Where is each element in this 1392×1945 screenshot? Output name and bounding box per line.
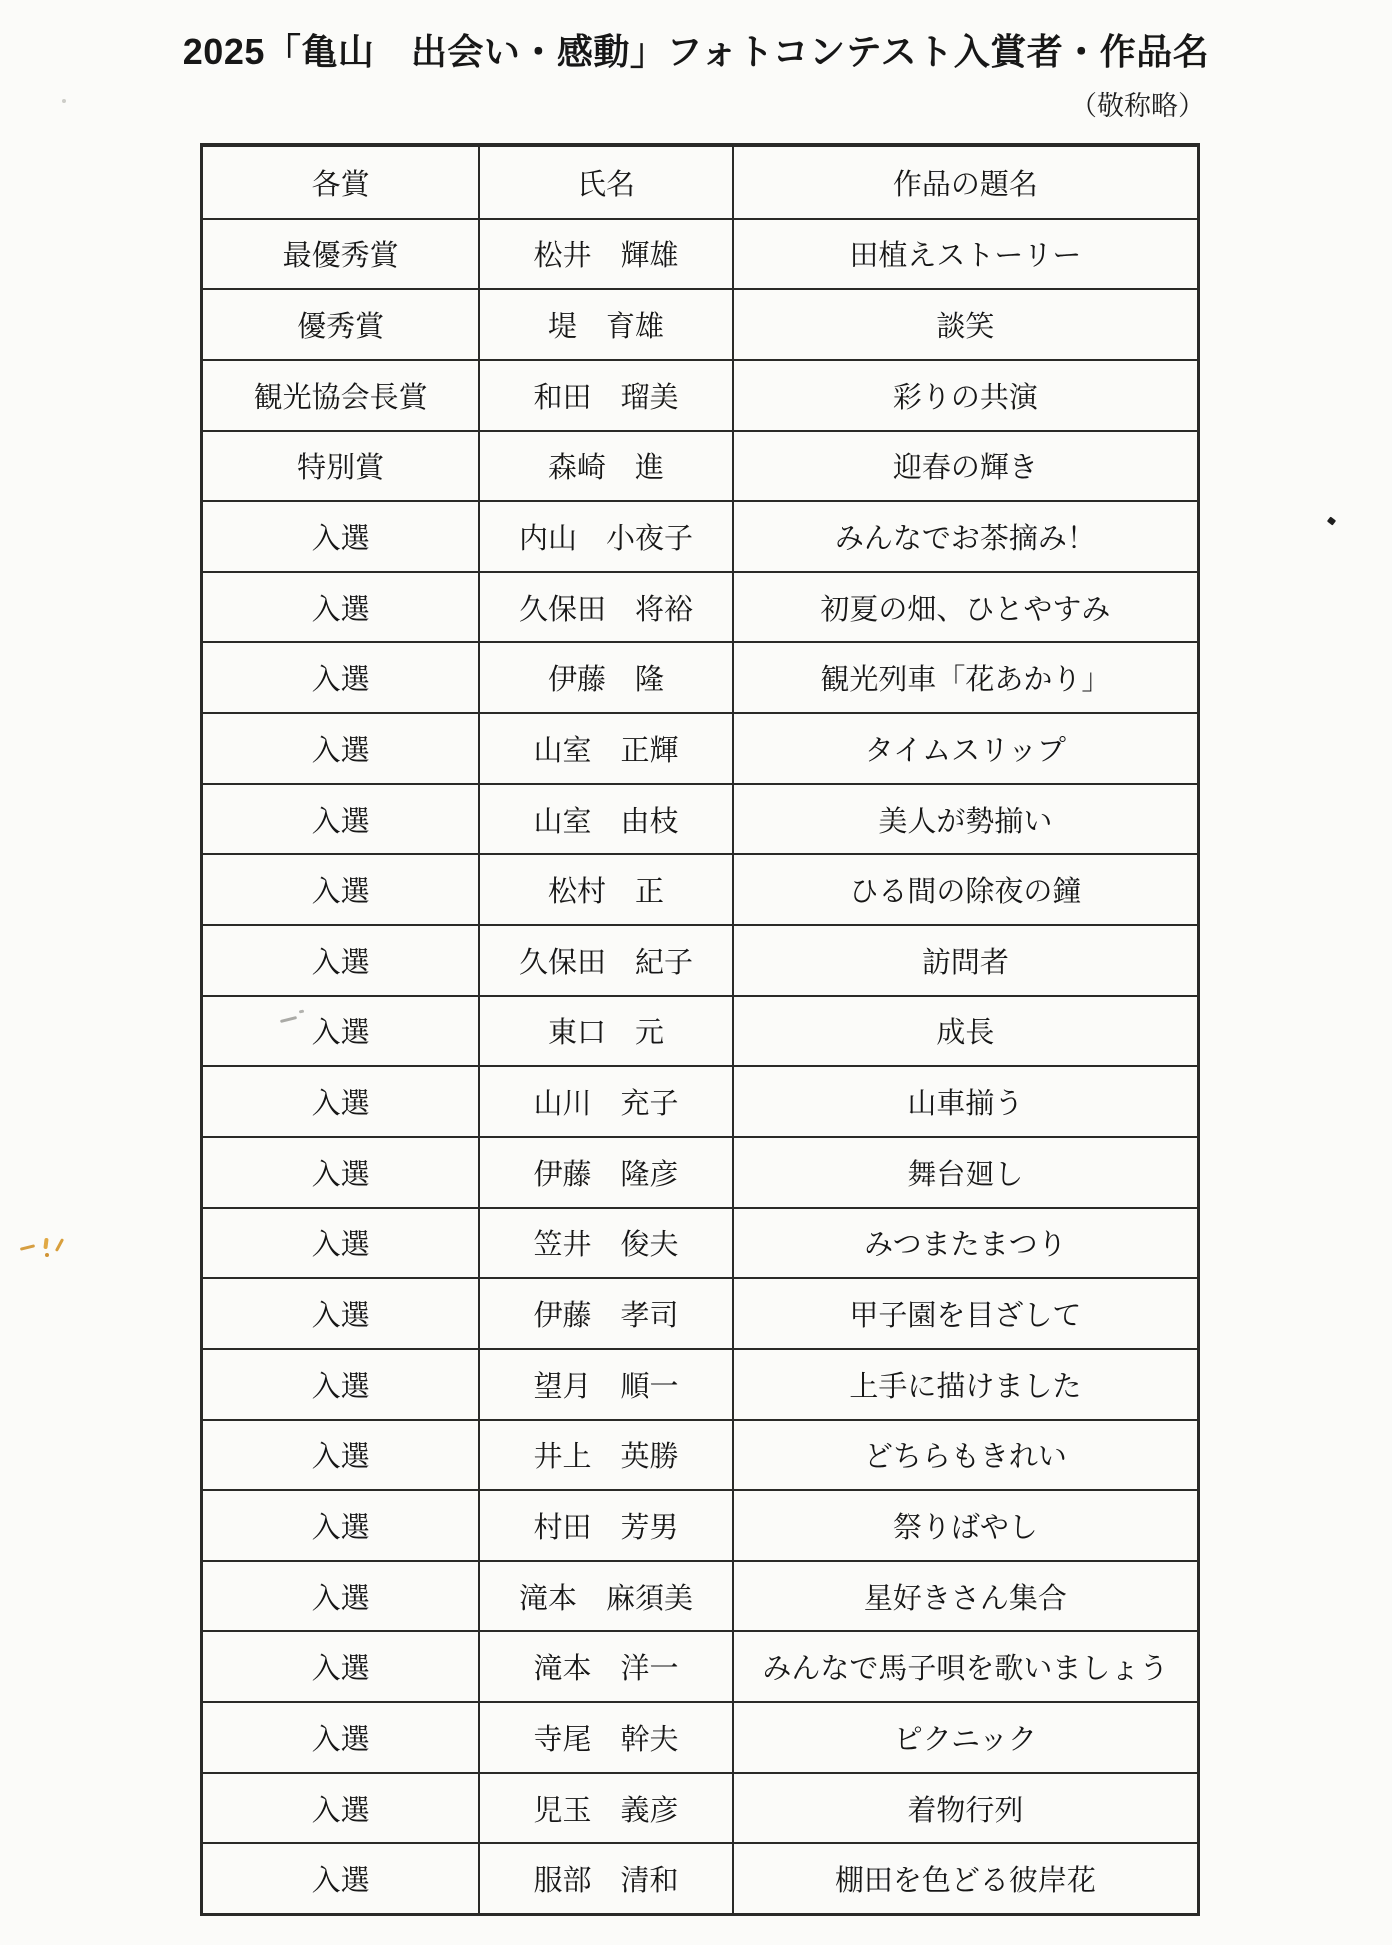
name-cell: 望月 順一 [478, 1350, 731, 1419]
table-row [203, 995, 1197, 1066]
award-cell: 入選 [311, 876, 370, 909]
name-cell: 堤 育雄 [478, 290, 731, 359]
work-title-cell: 訪問者 [732, 926, 1197, 995]
work-title-cell: みんなでお茶摘み！ [732, 502, 1197, 571]
table-row [203, 1348, 1197, 1419]
table-row [203, 1489, 1197, 1560]
table-row [203, 1207, 1197, 1278]
table-row [203, 500, 1197, 571]
name-cell: 滝本 麻須美 [478, 1562, 731, 1631]
award-cell: 入選 [311, 1865, 370, 1898]
award-cell: 入選 [311, 946, 370, 979]
header-cell-work-title: 作品の題名 [732, 147, 1197, 218]
name-cell: 児玉 義彦 [478, 1774, 731, 1843]
award-cell: 優秀賞 [297, 311, 385, 344]
work-title-cell: タイムスリップ [732, 714, 1197, 783]
table-row [203, 288, 1197, 359]
award-cell: 入選 [311, 1511, 370, 1544]
work-title-cell: みつまたまつり [732, 1209, 1197, 1278]
table-header-row [203, 147, 1197, 218]
work-title-cell: 美人が勢揃い [732, 785, 1197, 854]
name-cell: 山川 充子 [478, 1067, 731, 1136]
work-title-cell: 観光列車「花あかり」 [732, 643, 1197, 712]
award-cell: 最優秀賞 [282, 240, 399, 273]
table-row [203, 1701, 1197, 1772]
table-row [203, 712, 1197, 783]
table-row [203, 1277, 1197, 1348]
name-cell: 山室 由枝 [478, 785, 731, 854]
name-cell: 和田 瑠美 [478, 361, 731, 430]
work-title-cell: 棚田を色どる彼岸花 [732, 1844, 1197, 1913]
award-cell: 入選 [311, 1088, 370, 1121]
table-row [203, 1065, 1197, 1136]
name-cell: 井上 英勝 [478, 1421, 731, 1490]
work-title-cell: 甲子園を目ざして [732, 1279, 1197, 1348]
name-cell: 東口 元 [478, 997, 731, 1066]
table-row [203, 1842, 1197, 1913]
name-cell: 服部 清和 [478, 1844, 731, 1913]
name-cell: 村田 芳男 [478, 1491, 731, 1560]
work-title-cell: みんなで馬子唄を歌いましょう [732, 1632, 1197, 1701]
work-title-cell: 舞台廻し [732, 1138, 1197, 1207]
award-cell: 入選 [311, 593, 370, 626]
table-row [203, 1560, 1197, 1631]
name-cell: 伊藤 隆彦 [478, 1138, 731, 1207]
work-title-cell: 迎春の輝き [732, 432, 1197, 501]
name-cell: 内山 小夜子 [478, 502, 731, 571]
name-cell: 久保田 紀子 [478, 926, 731, 995]
award-cell: 入選 [311, 523, 370, 555]
header-cell-name: 氏名 [478, 147, 731, 218]
award-cell: 入選 [311, 1794, 370, 1827]
work-title-cell: ひる間の除夜の鐘 [732, 855, 1197, 924]
work-title-cell: 着物行列 [732, 1774, 1197, 1843]
name-cell: 久保田 将裕 [478, 573, 731, 642]
table-row [203, 783, 1197, 854]
work-title-cell: 山車揃う [732, 1067, 1197, 1136]
award-cell: 入選 [311, 1229, 370, 1262]
work-title-cell: 初夏の畑、ひとやすみ [732, 573, 1197, 642]
scan-speck-artifact [62, 99, 66, 103]
award-cell: 入選 [311, 664, 370, 697]
table-row [203, 359, 1197, 430]
work-title-cell: 彩りの共演 [732, 361, 1197, 430]
name-cell: 森崎 進 [478, 432, 731, 501]
award-cell: 入選 [311, 1370, 370, 1403]
table-row [203, 924, 1197, 995]
table-row [203, 218, 1197, 289]
table-row [203, 641, 1197, 712]
winners-table [200, 143, 1200, 1916]
award-cell: 入選 [311, 734, 370, 767]
name-cell: 松村 正 [478, 855, 731, 924]
orange-pen-scribble-artifact [20, 1236, 76, 1262]
award-cell: 入選 [311, 1441, 370, 1474]
name-cell: 伊藤 隆 [478, 643, 731, 712]
table-row [203, 1630, 1197, 1701]
award-cell: 入選 [311, 1653, 370, 1686]
work-title-cell: 田植えストーリー [732, 220, 1197, 289]
scan-speck-artifact [1327, 516, 1336, 525]
document-title: 2025「亀山 出会い・感動」フォトコンテスト入賞者・作品名 [182, 31, 1210, 72]
table-row [203, 1419, 1197, 1490]
table-row [203, 853, 1197, 924]
work-title-cell: 談笑 [732, 290, 1197, 359]
award-cell: 特別賞 [297, 452, 385, 485]
name-cell: 寺尾 幹夫 [478, 1703, 731, 1772]
award-cell: 入選 [311, 1582, 370, 1615]
table-row [203, 1136, 1197, 1207]
work-title-cell: どちらもきれい [732, 1421, 1197, 1490]
work-title-cell: ピクニック [732, 1703, 1197, 1772]
award-cell: 入選 [311, 1017, 370, 1050]
work-title-cell: 成長 [732, 997, 1197, 1066]
honorific-abbreviation-note: （敬称略） [1070, 91, 1205, 121]
award-cell: 入選 [311, 1300, 370, 1333]
name-cell: 笠井 俊夫 [478, 1209, 731, 1278]
work-title-cell: 祭りばやし [732, 1491, 1197, 1560]
table-row [203, 430, 1197, 501]
award-cell: 入選 [311, 805, 370, 838]
award-cell: 観光協会長賞 [253, 381, 428, 414]
work-title-cell: 星好きさん集合 [732, 1562, 1197, 1631]
name-cell: 伊藤 孝司 [478, 1279, 731, 1348]
table-row [203, 1772, 1197, 1843]
name-cell: 松井 輝雄 [478, 220, 731, 289]
header-cell-award: 各賞 [311, 168, 370, 201]
table-row [203, 571, 1197, 642]
name-cell: 滝本 洋一 [478, 1632, 731, 1701]
award-cell: 入選 [311, 1158, 370, 1191]
work-title-cell: 上手に描けました [732, 1350, 1197, 1419]
name-cell: 山室 正輝 [478, 714, 731, 783]
award-cell: 入選 [311, 1723, 370, 1756]
